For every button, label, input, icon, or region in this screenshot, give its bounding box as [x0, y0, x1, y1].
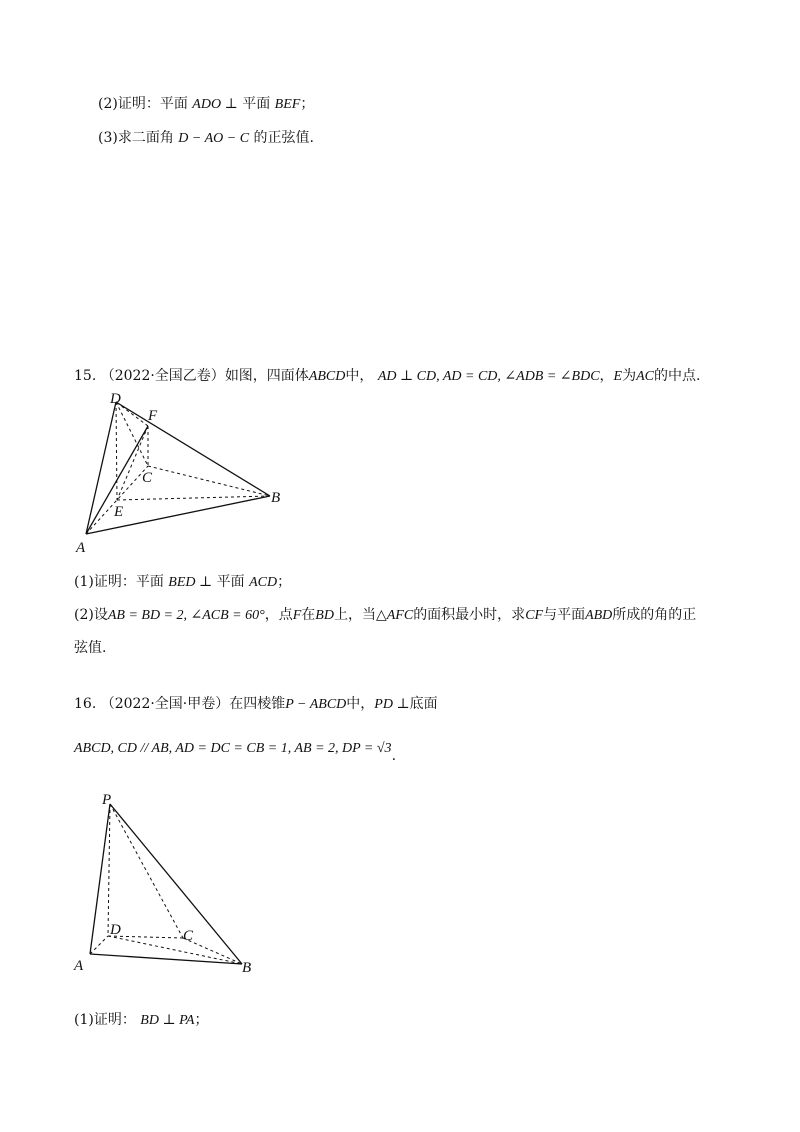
q14-part2-math: ADO ⊥	[192, 97, 238, 112]
q15-label-f: F	[148, 408, 158, 424]
q14-part3	[98, 128, 314, 149]
q15-stem-math3: E	[613, 369, 623, 384]
q16-stem-line2-math: ABCD, CD // AB, AD = DC = CB = 1, AB = 2, DP = √3	[74, 741, 392, 756]
q16-hidden-edges	[90, 804, 242, 964]
q16-figure	[70, 788, 270, 988]
q16-part1-end: ；	[194, 1012, 209, 1028]
q15-part2-abd: ABD	[585, 608, 613, 623]
q14-part2	[98, 94, 314, 115]
q15-part2	[74, 605, 696, 626]
q15-stem-math4: AC	[636, 369, 654, 384]
q16-part1	[74, 1010, 208, 1031]
q15-part2-cont-text: 弦值.	[74, 640, 107, 656]
q16-label-c: C	[183, 928, 194, 944]
q15-part1	[74, 572, 291, 593]
q14-part3-end: 的正弦值.	[253, 130, 314, 146]
q15-stem-c: ，	[599, 368, 614, 384]
q15-stem	[74, 366, 700, 387]
q15-stem-math1: ABCD	[308, 369, 346, 384]
q16-label-b: B	[242, 960, 252, 976]
q15-number: 15.	[74, 368, 97, 384]
q15-part2-cont	[74, 638, 106, 658]
q15-part2-cf: CF	[525, 608, 544, 623]
q15-part2-e: 的面积最小时，求	[413, 607, 526, 623]
q15-part2-math: AB = BD = 2, ∠ACB = 60°	[107, 608, 265, 623]
q15-stem-math2: AD ⊥ CD, AD = CD, ∠ADB = ∠BDC	[377, 369, 600, 384]
q15-label-e: E	[114, 504, 124, 520]
q15-stem-b: 中，	[345, 368, 374, 384]
q16-label-d: D	[110, 922, 121, 938]
q15-part1-math: BED ⊥	[168, 575, 213, 590]
q15-source: （2022·全国乙卷）	[100, 368, 225, 384]
q15-part2-f2: 与平面	[543, 607, 586, 623]
q15-part1-end: ；	[277, 574, 292, 590]
q15-part1-mid: 平面	[216, 574, 245, 590]
q15-part2-prefix: (2)设	[74, 607, 108, 623]
q16-part1-math: BD ⊥ PA	[140, 1013, 195, 1028]
q16-stem	[74, 694, 438, 715]
q14-part2-prefix: (2)证明：平面	[98, 96, 188, 112]
q15-label-a: A	[76, 540, 86, 556]
q15-figure	[70, 386, 310, 556]
q15-stem-a: 如图，四面体	[224, 368, 309, 384]
q15-part2-b: ，点	[264, 607, 293, 623]
q16-stem-line2-end: .	[391, 748, 397, 764]
q16-stem-math1: P − ABCD	[285, 697, 347, 712]
q15-stem-e: 的中点.	[653, 368, 701, 384]
q15-part2-d: 上，当	[333, 607, 376, 623]
q16-label-p: P	[102, 792, 112, 808]
q15-stem-d: 为	[622, 368, 637, 384]
q14-part2-end: ；	[300, 96, 315, 112]
q15-part2-bd: BD	[315, 608, 334, 623]
q14-part3-math: D − AO − C	[178, 131, 250, 146]
q15-label-c: C	[142, 470, 153, 486]
q16-number: 16.	[74, 696, 97, 712]
q16-stem-math2: PD ⊥	[374, 697, 410, 712]
q16-stem-c: 底面	[409, 696, 438, 712]
q16-stem-line2	[74, 738, 397, 764]
q16-stem-a: 在四棱锥	[229, 696, 286, 712]
q15-part1-math2: ACD	[249, 575, 278, 590]
q15-label-d: D	[110, 391, 121, 407]
q15-part2-tri: △AFC	[375, 608, 414, 623]
q16-solid-edges	[90, 804, 242, 964]
q15-part1-prefix: (1)证明：平面	[74, 574, 164, 590]
q15-part2-f: F	[292, 608, 302, 623]
q16-part1-prefix: (1)证明：	[74, 1012, 136, 1028]
q14-part3-prefix: (3)求二面角	[98, 130, 174, 146]
q14-part2-math2: BEF	[274, 97, 301, 112]
q15-part2-g: 所成的角的正	[612, 607, 697, 623]
q15-label-b: B	[271, 490, 281, 506]
q16-label-a: A	[74, 958, 84, 974]
q16-stem-b: 中，	[346, 696, 375, 712]
q14-part2-mid: 平面	[242, 96, 271, 112]
q16-source: （2022·全国·甲卷）	[100, 696, 230, 712]
q15-part2-c: 在	[301, 607, 316, 623]
